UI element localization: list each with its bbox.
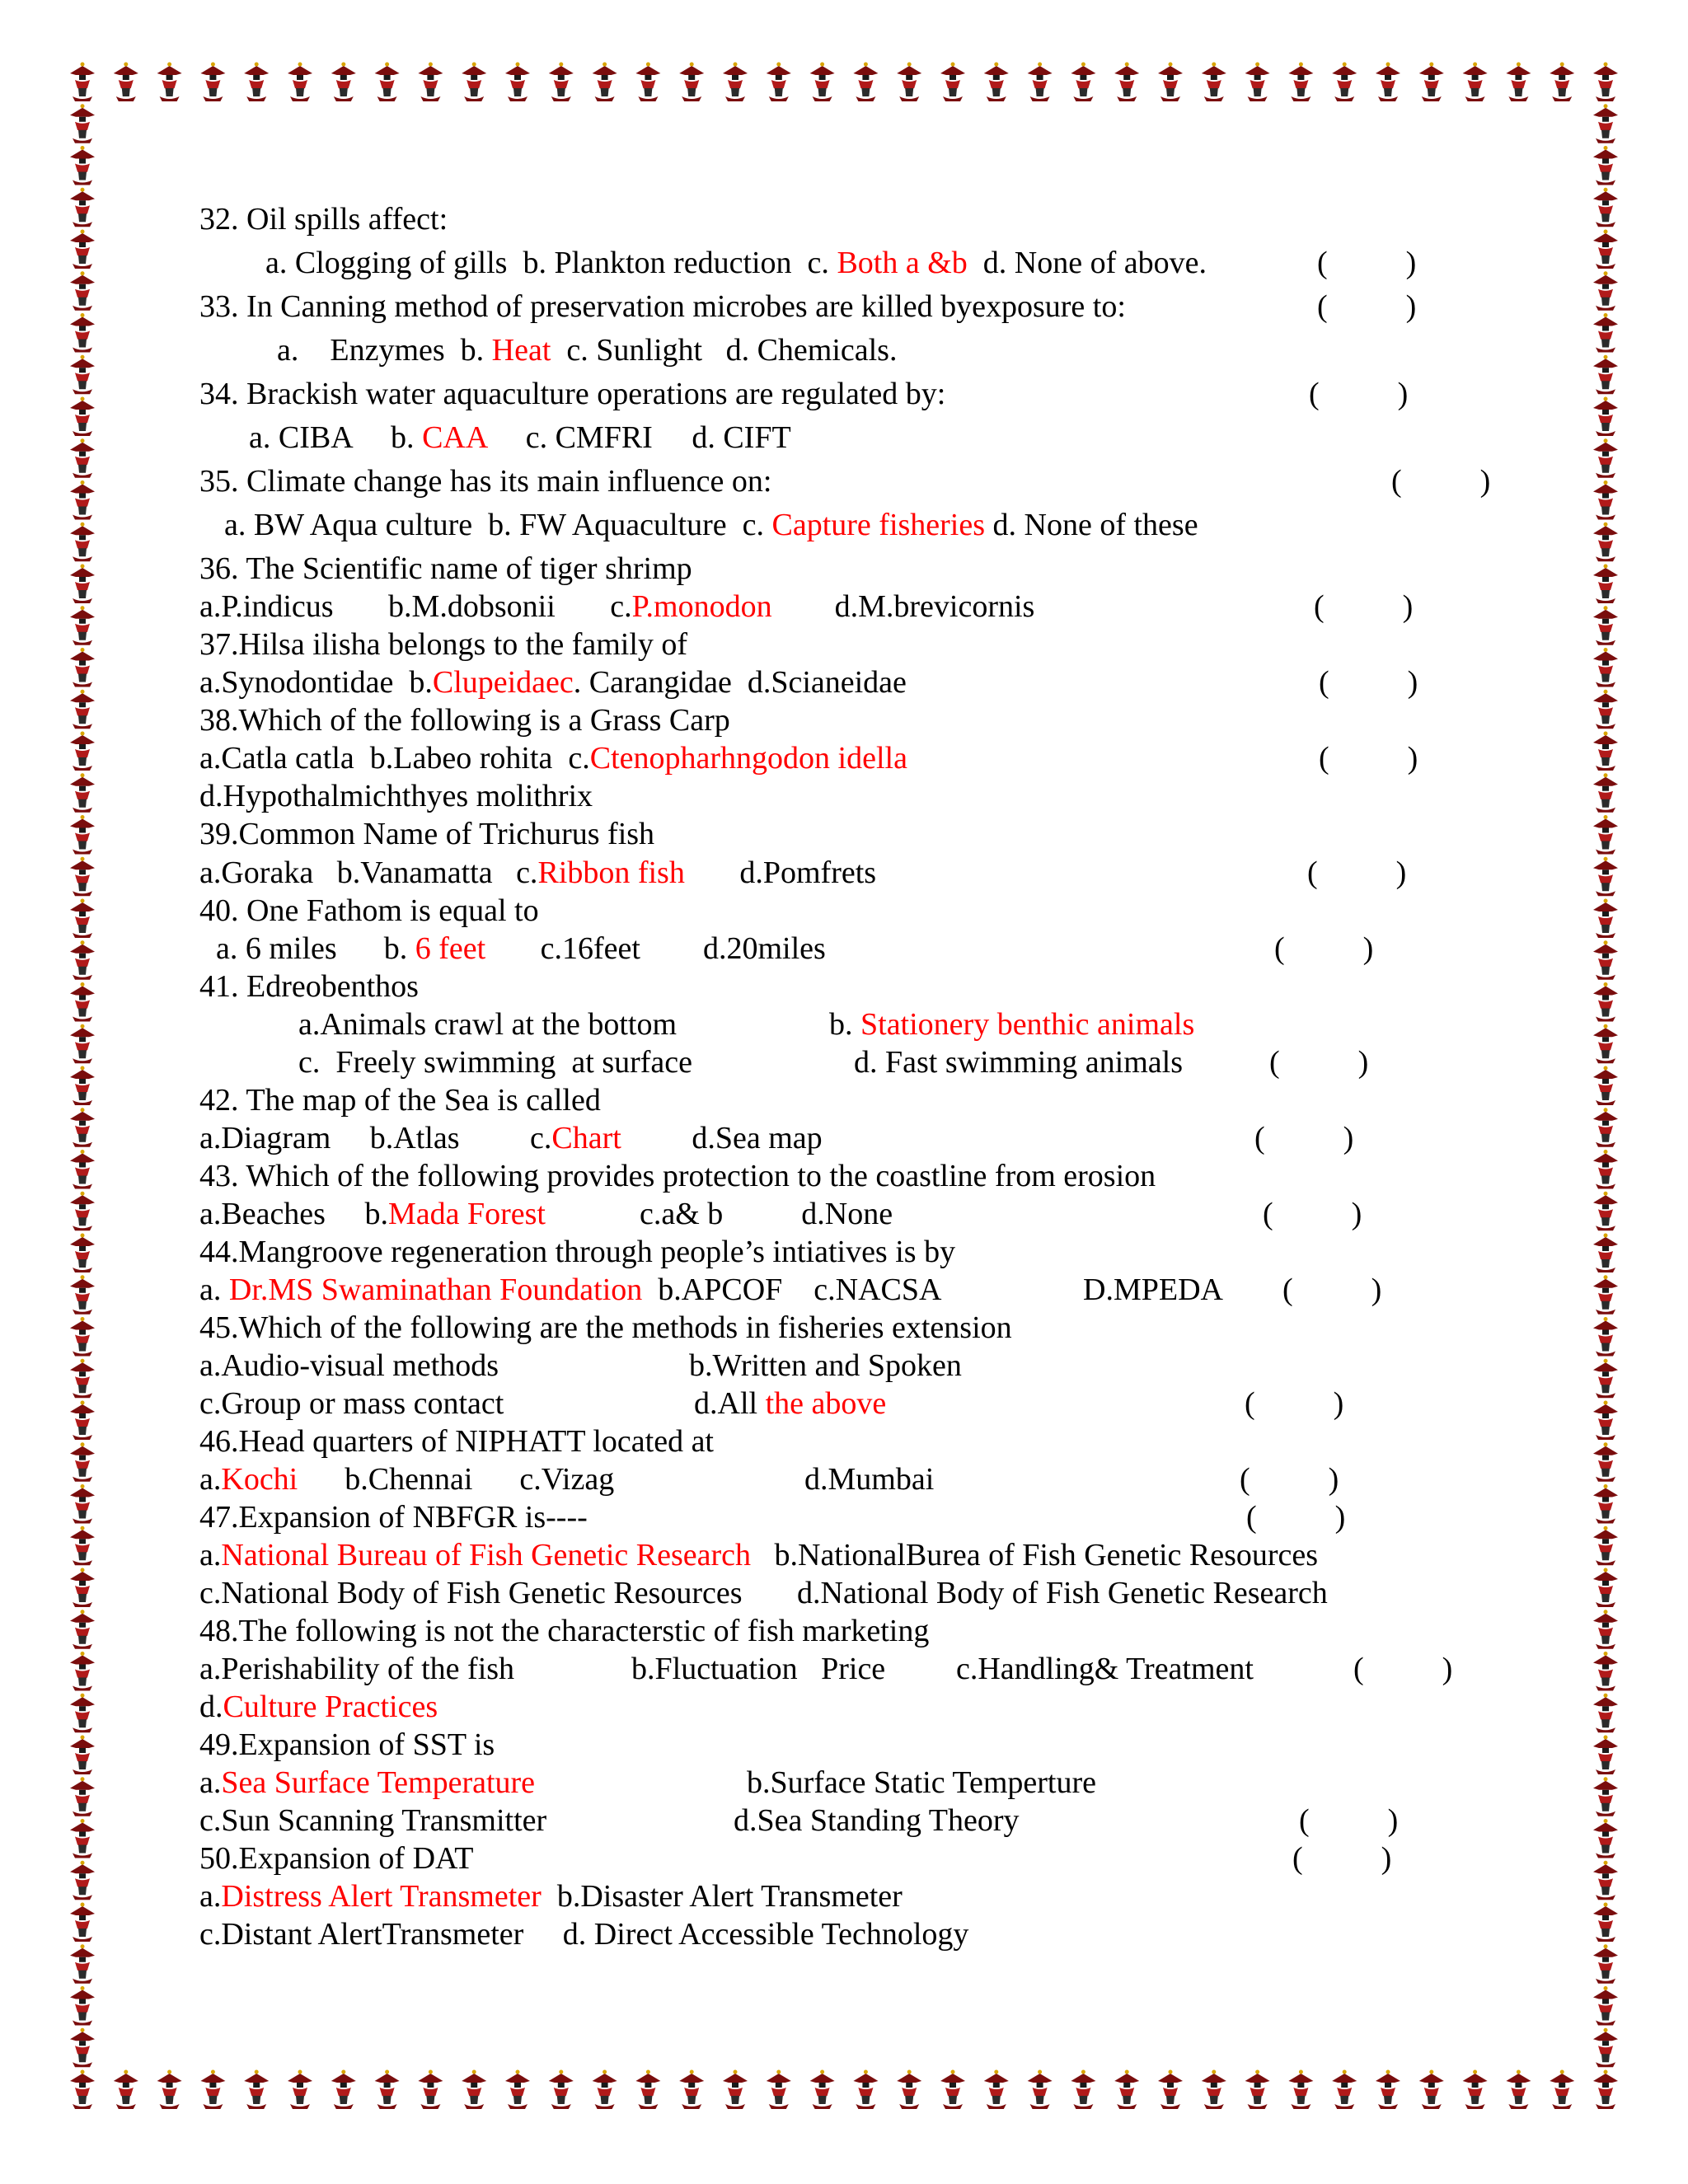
- question-line-q35o: [224, 509, 1198, 541]
- question-text: b.Fluctuation Price: [631, 1652, 886, 1686]
- answer-blank-q38o: ( ): [1319, 741, 1418, 776]
- question-line-q46: [199, 1426, 714, 1457]
- question-text: b.Surface Static Temperture: [747, 1765, 1096, 1800]
- question-line-q38o2: [199, 780, 593, 812]
- correct-answer-text: Kochi: [221, 1462, 298, 1497]
- answer-blank-q47: ( ): [1246, 1500, 1346, 1535]
- question-line-q49b: [747, 1767, 1096, 1798]
- question-text: a.: [199, 1538, 222, 1572]
- question-line-q41: [199, 971, 419, 1002]
- question-text: 34. Brackish water aquaculture operations are regulated by:: [199, 377, 946, 411]
- question-text: a.Perishability of the fish: [199, 1652, 515, 1686]
- question-line-q38o: [199, 743, 907, 774]
- question-line-q45d: [694, 1388, 886, 1419]
- question-text: 38.Which of the following is a Grass Carp: [199, 703, 730, 738]
- question-line-q44d: [1083, 1274, 1223, 1305]
- correct-answer-text: Chart: [551, 1121, 621, 1155]
- question-text: 39.Common Name of Trichurus fish: [199, 817, 655, 851]
- question-text: b.: [829, 1007, 860, 1042]
- question-line-q49c: [199, 1805, 546, 1836]
- question-text: c.Handling& Treatment: [956, 1652, 1254, 1686]
- answer-blank-q46d: ( ): [1240, 1462, 1339, 1497]
- question-text: b.APCOF c.NACSA: [642, 1272, 942, 1307]
- question-text: d.Pomfrets: [684, 855, 877, 890]
- answer-blank-q39o: ( ): [1307, 855, 1407, 890]
- answer-blank-q42o: ( ): [1254, 1121, 1354, 1155]
- question-text: 49.Expansion of SST is: [199, 1727, 495, 1762]
- answer-blank-q48c: ( ): [1353, 1652, 1453, 1686]
- question-text: c.Distant AlertTransmeter d. Direct Accessible Technology: [199, 1917, 969, 1952]
- question-text: a. Clogging of gills b. Plankton reduction c.: [265, 246, 837, 280]
- question-text: a.P.indicus b.M.dobsonii c.: [199, 589, 632, 624]
- answer-blank-q43o: ( ): [1263, 1197, 1362, 1231]
- question-text: a.Synodontidae b.: [199, 665, 433, 700]
- correct-answer-text: Heat: [491, 333, 551, 368]
- question-text: c. Freely swimming at surface: [298, 1045, 693, 1080]
- question-text: . Carangidae d.Scianeidae: [573, 665, 907, 700]
- correct-answer-text: Stationery benthic animals: [860, 1007, 1195, 1042]
- question-text: d.Mumbai: [804, 1462, 935, 1497]
- question-text: a. BW Aqua culture b. FW Aquaculture c.: [224, 508, 772, 542]
- correct-answer-text: the above: [765, 1386, 887, 1421]
- correct-answer-text: P.monodon: [631, 589, 772, 624]
- correct-answer-text: CAA: [422, 420, 487, 455]
- question-line-q50a: [199, 1881, 903, 1912]
- question-line-q47a: [199, 1540, 1318, 1571]
- question-text: d. None of these: [985, 508, 1198, 542]
- question-line-q48b: [631, 1653, 885, 1685]
- question-text: a.Audio-visual methods: [199, 1348, 499, 1383]
- question-line-q40o: [216, 933, 826, 964]
- question-line-q38: [199, 705, 730, 736]
- answer-blank-q33: ( ): [1317, 289, 1417, 324]
- question-text: 33. In Canning method of preservation microbes are killed byexposure to:: [199, 289, 1126, 324]
- correct-answer-text: Both a &b: [837, 246, 968, 280]
- question-line-q41b: [829, 1009, 1194, 1040]
- question-text: 43. Which of the following provides protection to the coastline from erosion: [199, 1159, 1156, 1193]
- question-line-q36: [199, 553, 692, 584]
- correct-answer-text: Ctenopharhngodon idella: [589, 741, 907, 776]
- question-line-q48a: [199, 1653, 514, 1685]
- question-text: c.Sun Scanning Transmitter: [199, 1803, 547, 1838]
- question-text: a.Animals crawl at the bottom: [298, 1007, 678, 1042]
- question-text: 42. The map of the Sea is called: [199, 1083, 601, 1118]
- question-text: a.Beaches b.: [199, 1197, 388, 1231]
- question-line-q45a: [199, 1350, 499, 1381]
- question-line-q45b: [689, 1350, 962, 1381]
- question-line-q33o: [277, 335, 897, 366]
- question-line-q47c: [199, 1577, 1328, 1609]
- question-line-q45c: [199, 1388, 504, 1419]
- question-text: 50.Expansion of DAT: [199, 1841, 474, 1876]
- question-line-q45: [199, 1312, 1012, 1343]
- question-text: 32. Oil spills affect:: [199, 202, 448, 237]
- question-text: 40. One Fathom is equal to: [199, 893, 539, 928]
- question-text: b.Disaster Alert Transmeter: [541, 1879, 903, 1914]
- question-text: 37.Hilsa ilisha belongs to the family of: [199, 627, 688, 662]
- question-line-q32: [199, 204, 448, 235]
- question-line-q49d: [734, 1805, 1020, 1836]
- question-line-q41a: [298, 1009, 677, 1040]
- question-line-q42o: [199, 1122, 823, 1154]
- question-line-q50c: [199, 1919, 968, 1950]
- question-line-q47: [199, 1502, 588, 1533]
- question-line-q48d: [199, 1691, 438, 1722]
- question-line-q50: [199, 1843, 473, 1874]
- correct-answer-text: 6 feet: [415, 931, 486, 966]
- question-line-q36o: [199, 591, 1034, 622]
- question-line-q44: [199, 1236, 955, 1268]
- answer-blank-q36o: ( ): [1314, 589, 1414, 624]
- question-text: c.National Body of Fish Genetic Resources d.National Body of Fish Genetic Research: [199, 1576, 1328, 1610]
- question-text: c. Sunlight d. Chemicals.: [551, 333, 898, 368]
- question-line-q42: [199, 1085, 601, 1116]
- question-text: a.Diagram b.Atlas c.: [199, 1121, 552, 1155]
- question-text: d. Fast swimming animals: [854, 1045, 1183, 1080]
- question-text: d.Hypothalmichthyes molithrix: [199, 779, 593, 813]
- question-text: 47.Expansion of NBFGR is----: [199, 1500, 588, 1535]
- question-line-q49: [199, 1729, 495, 1760]
- correct-answer-text: Mada Forest: [387, 1197, 546, 1231]
- question-line-q32o: [265, 247, 1207, 279]
- question-line-q44o: [199, 1274, 941, 1305]
- question-line-q39o: [199, 857, 876, 888]
- question-text: d.Sea map: [621, 1121, 823, 1155]
- question-text: a.Catla catla b.Labeo rohita c.: [199, 741, 590, 776]
- question-text: 36. The Scientific name of tiger shrimp: [199, 551, 692, 586]
- question-text: c.a& b d.None: [546, 1197, 893, 1231]
- question-line-q41d: [854, 1047, 1183, 1078]
- correct-answer-text: Capture fisheries: [771, 508, 986, 542]
- question-text: a.: [199, 1765, 222, 1800]
- question-text: 44.Mangroove regeneration through people’s intiatives is by: [199, 1235, 956, 1269]
- question-text: c.16feet d.20miles: [485, 931, 826, 966]
- correct-answer-text: Dr.MS Swaminathan Foundation: [228, 1272, 643, 1307]
- question-text: a.: [199, 1879, 222, 1914]
- question-line-q43o: [199, 1198, 893, 1230]
- question-text: d.Sea Standing Theory: [734, 1803, 1020, 1838]
- answer-blank-q50: ( ): [1292, 1841, 1392, 1876]
- question-text: b.Written and Spoken: [689, 1348, 962, 1383]
- question-text: a.Goraka b.Vanamatta c.: [199, 855, 538, 890]
- answer-blank-q44d: ( ): [1282, 1272, 1382, 1307]
- correct-answer-text: Ribbon fish: [537, 855, 685, 890]
- question-line-q48c: [956, 1653, 1254, 1685]
- question-text: d.M.brevicornis: [771, 589, 1035, 624]
- question-text: D.MPEDA: [1083, 1272, 1223, 1307]
- question-line-q34o: [249, 422, 791, 453]
- question-text: a.: [199, 1272, 229, 1307]
- question-text: b.Chennai c.Vizag: [298, 1462, 615, 1497]
- question-text: 48.The following is not the characterstic of fish marketing: [199, 1614, 930, 1648]
- question-line-q37: [199, 629, 687, 660]
- correct-answer-text: Clupeidaec: [432, 665, 574, 700]
- question-line-q48: [199, 1615, 929, 1647]
- question-text: d.: [199, 1690, 223, 1724]
- question-line-q46o: [199, 1464, 614, 1495]
- question-line-q34: [199, 378, 945, 410]
- answer-blank-q45d: ( ): [1245, 1386, 1344, 1421]
- question-text: 45.Which of the following are the methods in fisheries extension: [199, 1310, 1012, 1345]
- question-line-q35: [199, 466, 771, 497]
- question-line-q43: [199, 1160, 1156, 1192]
- answer-blank-q32o: ( ): [1317, 246, 1417, 280]
- question-line-q33: [199, 291, 1126, 322]
- question-text: 35. Climate change has its main influence on:: [199, 464, 772, 499]
- answer-blank-q41d: ( ): [1269, 1045, 1369, 1080]
- question-line-q46d: [804, 1464, 934, 1495]
- question-text: d. None of above.: [967, 246, 1207, 280]
- correct-answer-text: Distress Alert Transmeter: [221, 1879, 542, 1914]
- correct-answer-text: Sea Surface Temperature: [221, 1765, 536, 1800]
- question-text: 46.Head quarters of NIPHATT located at: [199, 1424, 714, 1459]
- question-line-q37o: [199, 667, 907, 698]
- question-text: a. CIBA b.: [249, 420, 423, 455]
- answer-blank-q37o: ( ): [1319, 665, 1418, 700]
- answer-blank-q49d: ( ): [1299, 1803, 1399, 1838]
- answer-blank-q34: ( ): [1309, 377, 1409, 411]
- question-text: c.Group or mass contact: [199, 1386, 504, 1421]
- question-text: d.All: [694, 1386, 766, 1421]
- answer-blank-q35: ( ): [1391, 464, 1491, 499]
- question-text: c. CMFRI d. CIFT: [486, 420, 791, 455]
- answer-blank-q40o: ( ): [1274, 931, 1374, 966]
- question-text: a. Enzymes b.: [277, 333, 492, 368]
- question-text: a.: [199, 1462, 222, 1497]
- question-line-q40: [199, 895, 539, 926]
- question-text: a. 6 miles b.: [216, 931, 415, 966]
- question-text: 41. Edreobenthos: [199, 969, 419, 1004]
- question-line-q41c: [298, 1047, 692, 1078]
- question-text: b.NationalBurea of Fish Genetic Resources: [751, 1538, 1319, 1572]
- question-line-q39: [199, 818, 654, 850]
- correct-answer-text: Culture Practices: [223, 1690, 438, 1724]
- question-line-q49a: [199, 1767, 535, 1798]
- correct-answer-text: National Bureau of Fish Genetic Research: [221, 1538, 751, 1572]
